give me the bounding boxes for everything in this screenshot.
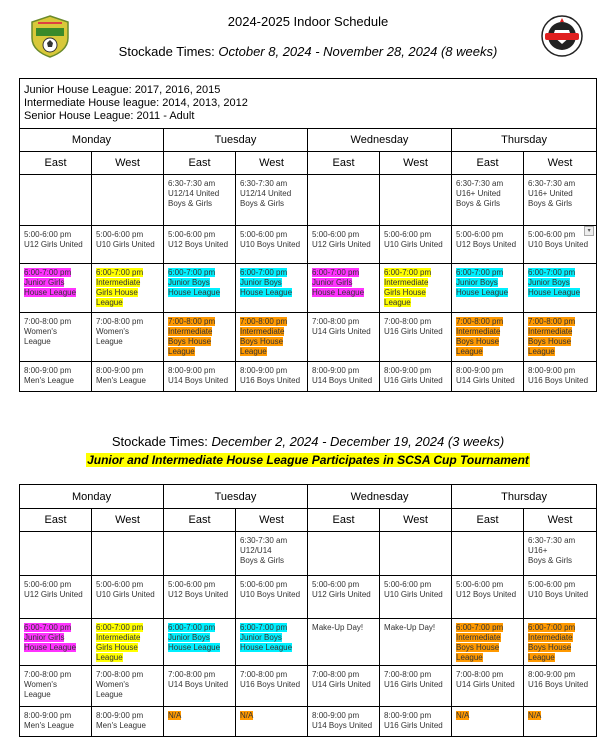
schedule-cell-text: U10 Boys United bbox=[240, 240, 301, 249]
schedule-cell-text: U10 Girls United bbox=[384, 590, 443, 599]
schedule-cell-text: Boys & Girls bbox=[240, 556, 285, 565]
schedule-cell bbox=[452, 576, 524, 619]
schedule-cell bbox=[308, 707, 380, 737]
schedule-cell-text: League bbox=[528, 347, 555, 356]
schedule-cell bbox=[452, 707, 524, 737]
schedule-cell bbox=[236, 707, 308, 737]
schedule-cell-text: N/A bbox=[240, 711, 254, 720]
schedule-cell-text: 6:00-7:00 pm bbox=[528, 268, 576, 277]
direction-header-west: West bbox=[524, 152, 597, 175]
schedule-cell-text: U14 Boys United bbox=[168, 680, 229, 689]
schedule-cell-text: 7:00-8:00 pm bbox=[312, 670, 360, 679]
schedule-cell bbox=[524, 264, 597, 313]
schedule-cell-text: League bbox=[384, 298, 411, 307]
direction-header-east: East bbox=[308, 509, 380, 532]
schedule-cell-text: Boys House bbox=[168, 337, 212, 346]
intermediate-league-years: Intermediate House league: 2014, 2013, 2012 bbox=[24, 97, 248, 109]
schedule-cell-text: 8:00-9:00 pm bbox=[312, 711, 360, 720]
schedule-cell bbox=[308, 619, 380, 666]
schedule-cell bbox=[236, 532, 308, 576]
direction-header-west: West bbox=[380, 152, 452, 175]
direction-header-east: East bbox=[164, 152, 236, 175]
schedule-cell-text: U10 Girls United bbox=[96, 240, 155, 249]
schedule-cell bbox=[380, 532, 452, 576]
schedule-cell-text: House League bbox=[24, 643, 77, 652]
schedule-cell-text: U16 Girls United bbox=[384, 376, 443, 385]
schedule-cell bbox=[164, 362, 236, 392]
schedule-cell-text: U14 Girls United bbox=[312, 680, 371, 689]
schedule-cell bbox=[380, 576, 452, 619]
schedule-cell-text: U12 Girls United bbox=[312, 590, 371, 599]
schedule-cell bbox=[92, 619, 164, 666]
schedule-cell bbox=[20, 576, 92, 619]
schedule-cell-text: 5:00-6:00 pm bbox=[240, 230, 288, 239]
schedule-cell-text: Boys House bbox=[456, 337, 500, 346]
schedule-cell bbox=[20, 532, 92, 576]
schedule-cell bbox=[308, 264, 380, 313]
schedule-cell-text: 6:30-7:30 am bbox=[456, 179, 504, 188]
schedule-cell-text: 6:00-7:00 pm bbox=[312, 268, 360, 277]
schedule-cell-text: 7:00-8:00 pm bbox=[528, 317, 576, 326]
schedule-cell-text: 6:30-7:30 am bbox=[528, 536, 576, 545]
schedule-cell bbox=[452, 619, 524, 666]
schedule-cell bbox=[236, 666, 308, 707]
schedule-cell-text: 8:00-9:00 pm bbox=[528, 366, 576, 375]
schedule-cell-text: Boys House bbox=[240, 337, 284, 346]
schedule-cell-text: 6:00-7:00 pm bbox=[456, 623, 504, 632]
schedule-cell bbox=[236, 264, 308, 313]
schedule-cell-text: House League bbox=[240, 643, 293, 652]
schedule-cell-text: U12 Girls United bbox=[24, 590, 83, 599]
schedule-cell-text: U14 Boys United bbox=[168, 376, 229, 385]
schedule-cell-text: 7:00-8:00 pm bbox=[312, 317, 360, 326]
schedule-cell-text: Junior Girls bbox=[312, 278, 353, 287]
schedule-cell-text: Boys & Girls bbox=[240, 199, 285, 208]
schedule-cell bbox=[452, 532, 524, 576]
schedule-cell-text: House League bbox=[168, 643, 221, 652]
direction-header-west: West bbox=[236, 509, 308, 532]
direction-header-west: West bbox=[92, 509, 164, 532]
schedule-cell-text: 8:00-9:00 pm bbox=[312, 366, 360, 375]
stockade-times-label: Stockade Times: bbox=[111, 434, 212, 449]
schedule-cell-text: 7:00-8:00 pm bbox=[96, 317, 144, 326]
schedule-cell-text: House League bbox=[312, 288, 365, 297]
schedule-cell bbox=[20, 619, 92, 666]
schedule-cell-text: Girls House bbox=[384, 288, 426, 297]
schedule-cell-text: Junior Boys bbox=[168, 633, 210, 642]
schedule-cell-text: U12 Boys United bbox=[456, 590, 517, 599]
schedule-cell-text: U14 Girls United bbox=[456, 680, 515, 689]
schedule-cell-text: U12 Girls United bbox=[24, 240, 83, 249]
schedule-cell bbox=[92, 707, 164, 737]
schedule-cell-text: 7:00-8:00 pm bbox=[240, 317, 288, 326]
schedule-cell-text: Intermediate bbox=[168, 327, 213, 336]
schedule-cell-text: Junior Boys bbox=[456, 278, 498, 287]
schedule-table-2 bbox=[19, 484, 597, 737]
schedule-cell-text: U12/U14 bbox=[240, 546, 272, 555]
schedule-cell-text: Men's League bbox=[96, 721, 147, 730]
day-header-tuesday: Tuesday bbox=[164, 485, 308, 509]
schedule-cell-text: Junior Girls bbox=[24, 633, 65, 642]
schedule-cell-text: Boys & Girls bbox=[168, 199, 213, 208]
schedule-cell bbox=[164, 313, 236, 362]
schedule-cell-text: 7:00-8:00 pm bbox=[168, 317, 216, 326]
stockade-dates: December 2, 2024 - December 19, 2024 (3 weeks) bbox=[211, 434, 505, 449]
schedule-cell bbox=[524, 532, 597, 576]
schedule-cell-text: 5:00-6:00 pm bbox=[384, 580, 432, 589]
schedule-cell-text: 8:00-9:00 pm bbox=[96, 366, 144, 375]
schedule-cell-text: House League bbox=[24, 288, 77, 297]
schedule-cell-text: League bbox=[24, 337, 51, 346]
day-header-wednesday: Wednesday bbox=[308, 485, 452, 509]
schedule-cell bbox=[164, 226, 236, 264]
schedule-cell-text: Make-Up Day! bbox=[384, 623, 436, 632]
schedule-cell-text: Boys & Girls bbox=[528, 199, 573, 208]
schedule-cell bbox=[308, 362, 380, 392]
schedule-cell-text: Junior Girls bbox=[24, 278, 65, 287]
schedule-cell-text: 5:00-6:00 pm bbox=[456, 580, 504, 589]
dropdown-arrow-icon[interactable]: ▾ bbox=[584, 226, 594, 236]
schedule-cell-text: U14 Girls United bbox=[456, 376, 515, 385]
schedule-cell bbox=[308, 175, 380, 226]
schedule-cell bbox=[452, 175, 524, 226]
day-header-monday: Monday bbox=[20, 485, 164, 509]
schedule-cell-text: 7:00-8:00 pm bbox=[240, 670, 288, 679]
schedule-cell-text: U16+ United bbox=[456, 189, 501, 198]
schedule-cell-text: 8:00-9:00 pm bbox=[456, 366, 504, 375]
schedule-cell-text: Intermediate bbox=[528, 633, 573, 642]
schedule-cell-text: Men's League bbox=[96, 376, 147, 385]
schedule-cell-text: Men's League bbox=[24, 721, 75, 730]
stockade-times-1 bbox=[0, 44, 616, 59]
schedule-cell-text: Junior Boys bbox=[240, 278, 282, 287]
direction-header-west: West bbox=[236, 152, 308, 175]
direction-header-east: East bbox=[308, 152, 380, 175]
schedule-cell bbox=[92, 226, 164, 264]
schedule-cell bbox=[380, 619, 452, 666]
schedule-cell-text: 6:00-7:00 pm bbox=[24, 623, 72, 632]
schedule-cell bbox=[452, 264, 524, 313]
schedule-cell bbox=[236, 226, 308, 264]
schedule-cell-text: Women's bbox=[96, 680, 129, 689]
schedule-cell-text: U16 Girls United bbox=[384, 721, 443, 730]
schedule-cell bbox=[524, 666, 597, 707]
schedule-cell bbox=[164, 619, 236, 666]
schedule-cell bbox=[380, 175, 452, 226]
schedule-cell-text: 6:30-7:30 am bbox=[528, 179, 576, 188]
schedule-cell-text: Intermediate bbox=[456, 327, 501, 336]
schedule-cell bbox=[308, 532, 380, 576]
schedule-cell-text: U12/14 United bbox=[240, 189, 292, 198]
schedule-cell-text: N/A bbox=[528, 711, 542, 720]
schedule-cell bbox=[236, 175, 308, 226]
day-header-wednesday: Wednesday bbox=[308, 129, 452, 152]
schedule-cell-text: Girls House bbox=[96, 288, 138, 297]
schedule-cell-text: 6:00-7:00 pm bbox=[168, 268, 216, 277]
schedule-cell-text: 6:00-7:00 pm bbox=[456, 268, 504, 277]
schedule-cell-text: U10 Girls United bbox=[96, 590, 155, 599]
league-legend bbox=[20, 79, 597, 129]
schedule-cell bbox=[20, 226, 92, 264]
schedule-cell-text: Men's League bbox=[24, 376, 75, 385]
schedule-cell-text: 6:30-7:30 am bbox=[168, 179, 216, 188]
schedule-cell-text: U10 Girls United bbox=[384, 240, 443, 249]
schedule-cell-text: 5:00-6:00 pm bbox=[312, 580, 360, 589]
schedule-cell-text: 6:00-7:00 pm bbox=[528, 623, 576, 632]
schedule-cell-text: 7:00-8:00 pm bbox=[24, 670, 72, 679]
schedule-cell-text: 7:00-8:00 pm bbox=[456, 670, 504, 679]
schedule-cell bbox=[92, 175, 164, 226]
schedule-cell bbox=[164, 532, 236, 576]
schedule-cell bbox=[524, 175, 597, 226]
schedule-cell-text: N/A bbox=[168, 711, 182, 720]
direction-header-east: East bbox=[164, 509, 236, 532]
schedule-cell-text: 8:00-9:00 pm bbox=[96, 711, 144, 720]
schedule-cell-text: U12 Boys United bbox=[168, 590, 229, 599]
direction-header-west: West bbox=[524, 509, 597, 532]
schedule-cell-text: Intermediate bbox=[456, 633, 501, 642]
schedule-cell bbox=[452, 226, 524, 264]
schedule-cell-text: 5:00-6:00 pm bbox=[24, 580, 72, 589]
schedule-cell bbox=[380, 666, 452, 707]
schedule-cell-text: 5:00-6:00 pm bbox=[384, 230, 432, 239]
schedule-cell-text: U10 Boys United bbox=[528, 240, 589, 249]
schedule-cell-text: League bbox=[456, 347, 483, 356]
schedule-cell bbox=[452, 362, 524, 392]
schedule-cell-text: 5:00-6:00 pm bbox=[312, 230, 360, 239]
schedule-cell bbox=[236, 619, 308, 666]
schedule-cell-text: League bbox=[528, 653, 555, 662]
schedule-cell bbox=[236, 362, 308, 392]
schedule-cell-text: 6:00-7:00 pm bbox=[240, 268, 288, 277]
schedule-cell-text: 8:00-9:00 pm bbox=[24, 366, 72, 375]
schedule-cell bbox=[164, 707, 236, 737]
schedule-cell bbox=[20, 175, 92, 226]
junior-league-years: Junior House League: 2017, 2016, 2015 bbox=[24, 84, 221, 96]
schedule-cell-text: U16 Boys United bbox=[240, 680, 301, 689]
schedule-cell-text: U16 Boys United bbox=[528, 376, 589, 385]
schedule-cell-text: 8:00-9:00 pm bbox=[24, 711, 72, 720]
schedule-cell bbox=[92, 264, 164, 313]
schedule-cell-text: House League bbox=[456, 288, 509, 297]
schedule-cell-text: 5:00-6:00 pm bbox=[168, 580, 216, 589]
stockade-times-label: Stockade Times: bbox=[118, 44, 219, 59]
schedule-cell-text: U16+ bbox=[528, 546, 548, 555]
schedule-cell bbox=[524, 576, 597, 619]
schedule-cell bbox=[20, 666, 92, 707]
schedule-cell-text: House League bbox=[168, 288, 221, 297]
schedule-cell-text: U16 Boys United bbox=[240, 376, 301, 385]
stockade-times-2 bbox=[0, 434, 616, 449]
schedule-cell-text: 6:00-7:00 pm bbox=[168, 623, 216, 632]
schedule-cell bbox=[92, 666, 164, 707]
schedule-cell bbox=[236, 313, 308, 362]
schedule-cell bbox=[380, 362, 452, 392]
schedule-cell-text: 6:00-7:00 pm bbox=[24, 268, 72, 277]
schedule-cell-text: U12 Boys United bbox=[456, 240, 517, 249]
schedule-cell bbox=[308, 666, 380, 707]
schedule-cell-text: 8:00-9:00 pm bbox=[240, 366, 288, 375]
schedule-cell-text: 7:00-8:00 pm bbox=[96, 670, 144, 679]
schedule-cell bbox=[164, 175, 236, 226]
schedule-cell-text: U16 Girls United bbox=[384, 327, 443, 336]
schedule-cell-text: 7:00-8:00 pm bbox=[384, 317, 432, 326]
page-title: 2024-2025 Indoor Schedule bbox=[227, 14, 389, 29]
schedule-cell-text: 6:30-7:30 am bbox=[240, 536, 288, 545]
schedule-cell-text: 7:00-8:00 pm bbox=[456, 317, 504, 326]
schedule-cell-text: 8:00-9:00 pm bbox=[168, 366, 216, 375]
schedule-cell-text: League bbox=[168, 347, 195, 356]
direction-header-west: West bbox=[380, 509, 452, 532]
schedule-cell-text: Junior Boys bbox=[168, 278, 210, 287]
schedule-cell bbox=[524, 619, 597, 666]
schedule-cell-text: 5:00-6:00 pm bbox=[456, 230, 504, 239]
schedule-cell-text: U16 Girls United bbox=[384, 680, 443, 689]
schedule-cell-text: U10 Boys United bbox=[240, 590, 301, 599]
schedule-cell-text: Boys & Girls bbox=[528, 556, 573, 565]
schedule-cell-text: Intermediate bbox=[96, 633, 141, 642]
schedule-cell-text: U14 Boys United bbox=[312, 721, 373, 730]
schedule-cell-text: Boys House bbox=[528, 643, 572, 652]
schedule-cell-text: U16 Boys United bbox=[528, 680, 589, 689]
schedule-cell bbox=[92, 532, 164, 576]
schedule-cell-text: League bbox=[96, 653, 123, 662]
schedule-cell-text: Girls House bbox=[96, 643, 138, 652]
direction-header-east: East bbox=[452, 509, 524, 532]
schedule-cell-text: 5:00-6:00 pm bbox=[240, 580, 288, 589]
schedule-cell bbox=[452, 666, 524, 707]
schedule-cell bbox=[524, 362, 597, 392]
schedule-cell-text: U12 Boys United bbox=[168, 240, 229, 249]
schedule-cell-text: League bbox=[456, 653, 483, 662]
schedule-cell-text: 5:00-6:00 pm bbox=[168, 230, 216, 239]
schedule-cell bbox=[380, 264, 452, 313]
schedule-cell-text: 5:00-6:00 pm bbox=[528, 580, 576, 589]
schedule-cell bbox=[20, 264, 92, 313]
schedule-cell bbox=[92, 313, 164, 362]
schedule-cell-text: Intermediate bbox=[384, 278, 429, 287]
schedule-cell-text: U12/14 United bbox=[168, 189, 220, 198]
schedule-cell-text: 7:00-8:00 pm bbox=[384, 670, 432, 679]
senior-league-years: Senior House League: 2011 - Adult bbox=[24, 110, 195, 122]
schedule-cell bbox=[380, 226, 452, 264]
schedule-cell bbox=[308, 226, 380, 264]
schedule-cell bbox=[380, 313, 452, 362]
schedule-cell bbox=[20, 707, 92, 737]
day-header-tuesday: Tuesday bbox=[164, 129, 308, 152]
schedule-table-1 bbox=[19, 78, 597, 392]
direction-header-east: East bbox=[20, 509, 92, 532]
schedule-cell-text: Boys & Girls bbox=[456, 199, 501, 208]
schedule-cell-text: Junior Boys bbox=[240, 633, 282, 642]
schedule-cell-text: Make-Up Day! bbox=[312, 623, 364, 632]
schedule-cell bbox=[308, 576, 380, 619]
stockade-dates: October 8, 2024 - November 28, 2024 (8 weeks) bbox=[218, 44, 498, 59]
schedule-cell-text: 6:00-7:00 pm bbox=[240, 623, 288, 632]
schedule-cell bbox=[92, 576, 164, 619]
schedule-cell-text: U12 Girls United bbox=[312, 240, 371, 249]
schedule-cell bbox=[164, 666, 236, 707]
schedule-cell bbox=[524, 313, 597, 362]
schedule-cell-text: Boys House bbox=[456, 643, 500, 652]
schedule-cell-text: 8:00-9:00 pm bbox=[384, 366, 432, 375]
schedule-cell-text: League bbox=[96, 337, 123, 346]
schedule-cell-text: U14 Boys United bbox=[312, 376, 373, 385]
tournament-note-text: Junior and Intermediate House League Participates in SCSA Cup Tournament bbox=[87, 453, 529, 467]
schedule-cell-text: 6:30-7:30 am bbox=[240, 179, 288, 188]
schedule-cell bbox=[20, 362, 92, 392]
schedule-cell bbox=[92, 362, 164, 392]
schedule-cell-text: 5:00-6:00 pm bbox=[96, 230, 144, 239]
schedule-cell-text: Boys House bbox=[528, 337, 572, 346]
schedule-cell-text: Intermediate bbox=[96, 278, 141, 287]
tournament-note bbox=[0, 451, 616, 469]
schedule-cell-text: Women's bbox=[96, 327, 129, 336]
direction-header-west: West bbox=[92, 152, 164, 175]
schedule-cell-text: League bbox=[24, 690, 51, 699]
schedule-cell bbox=[20, 313, 92, 362]
schedule-cell bbox=[308, 313, 380, 362]
schedule-cell-text: N/A bbox=[456, 711, 470, 720]
schedule-cell bbox=[164, 576, 236, 619]
schedule-cell bbox=[524, 226, 597, 264]
schedule-cell-text: 8:00-9:00 pm bbox=[384, 711, 432, 720]
schedule-cell-text: 8:00-9:00 pm bbox=[528, 670, 576, 679]
schedule-cell bbox=[524, 707, 597, 737]
schedule-cell-text: 6:00-7:00 pm bbox=[96, 268, 144, 277]
schedule-cell-text: Women's bbox=[24, 680, 57, 689]
schedule-cell bbox=[380, 707, 452, 737]
schedule-cell-text: Intermediate bbox=[240, 327, 285, 336]
schedule-cell-text: U16+ United bbox=[528, 189, 573, 198]
schedule-cell bbox=[164, 264, 236, 313]
schedule-cell-text: League bbox=[240, 347, 267, 356]
schedule-cell-text: House League bbox=[528, 288, 581, 297]
schedule-cell-text: 5:00-6:00 pm bbox=[96, 580, 144, 589]
schedule-cell-text: 6:00-7:00 pm bbox=[384, 268, 432, 277]
schedule-cell bbox=[452, 313, 524, 362]
schedule-cell-text: League bbox=[96, 298, 123, 307]
day-header-thursday: Thursday bbox=[452, 129, 597, 152]
schedule-cell-text: League bbox=[96, 690, 123, 699]
schedule-cell-text: 5:00-6:00 pm bbox=[528, 230, 576, 239]
direction-header-east: East bbox=[20, 152, 92, 175]
day-header-monday: Monday bbox=[20, 129, 164, 152]
schedule-cell-text: 5:00-6:00 pm bbox=[24, 230, 72, 239]
day-header-thursday: Thursday bbox=[452, 485, 597, 509]
schedule-cell-text: 6:00-7:00 pm bbox=[96, 623, 144, 632]
direction-header-east: East bbox=[452, 152, 524, 175]
schedule-cell-text: 7:00-8:00 pm bbox=[24, 317, 72, 326]
schedule-cell-text: 7:00-8:00 pm bbox=[168, 670, 216, 679]
schedule-cell-text: House League bbox=[240, 288, 293, 297]
schedule-cell-text: U14 Girls United bbox=[312, 327, 371, 336]
schedule-cell-text: Junior Boys bbox=[528, 278, 570, 287]
schedule-cell bbox=[236, 576, 308, 619]
schedule-cell-text: Intermediate bbox=[528, 327, 573, 336]
schedule-cell-text: U10 Boys United bbox=[528, 590, 589, 599]
schedule-cell-text: Women's bbox=[24, 327, 57, 336]
